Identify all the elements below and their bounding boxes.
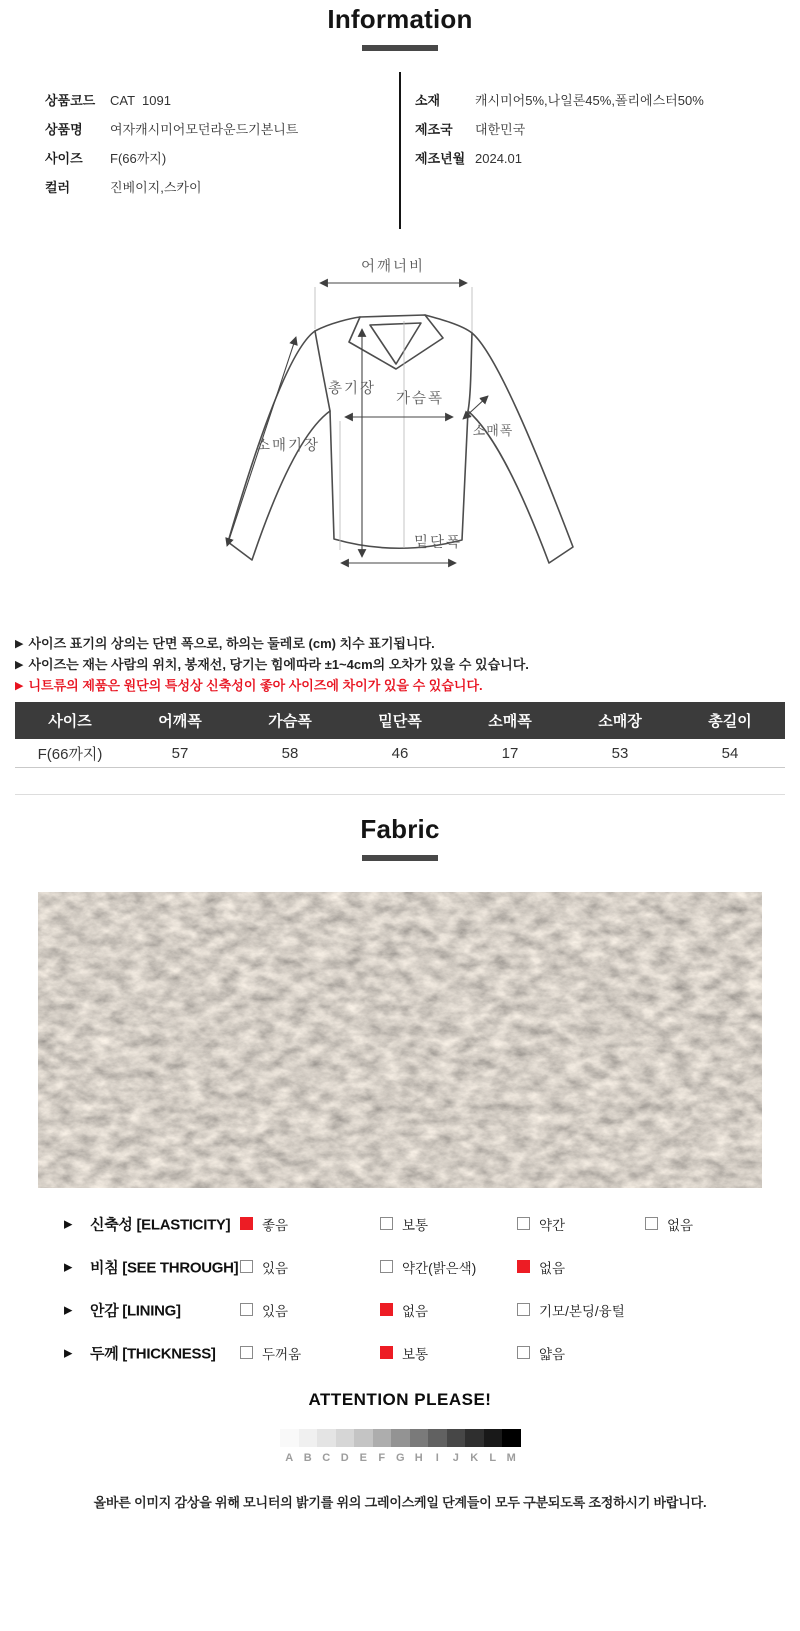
checkbox-icon bbox=[645, 1217, 658, 1230]
attribute-label: 신축성 [ELASTICITY] bbox=[90, 1216, 231, 1233]
size-cell: 57 bbox=[171, 744, 189, 762]
info-row bbox=[45, 173, 385, 202]
size-table-header bbox=[15, 702, 785, 739]
attribute-label: 두께 [THICKNESS] bbox=[90, 1345, 216, 1362]
size-cell: 17 bbox=[501, 744, 519, 762]
attribute-label: 안감 [LINING] bbox=[90, 1302, 181, 1319]
attribute-option: 얇음 bbox=[517, 1343, 565, 1363]
info-label: 사이즈 bbox=[45, 151, 83, 166]
grayscale-swatch bbox=[447, 1429, 466, 1447]
size-notices bbox=[15, 634, 785, 697]
info-row bbox=[415, 144, 785, 173]
attribute-row-lining bbox=[0, 1288, 800, 1331]
checkbox-icon bbox=[380, 1217, 393, 1230]
notice-line: ▶ 사이즈는 재는 사람의 위치, 봉재선, 당기는 힘에따라 ±1~4cm의 오차가 있을 수 있습니다. bbox=[15, 657, 529, 672]
grayscale-swatch bbox=[280, 1429, 299, 1447]
checkbox-icon bbox=[517, 1217, 530, 1230]
bullet-triangle-icon: ▶ bbox=[15, 680, 24, 692]
total-length-label: 총기장 bbox=[327, 381, 377, 397]
bullet-triangle-icon: ▶ bbox=[15, 659, 24, 671]
grayscale-letter-labels: A B C D E F G H I J K L M bbox=[285, 1452, 516, 1464]
section-divider-line bbox=[15, 794, 785, 795]
product-name-value: 여자캐시미어모던라운드기본니트 bbox=[110, 122, 299, 137]
size-value: F(66까지) bbox=[110, 151, 167, 166]
manufacture-date-value: 2024.01 bbox=[475, 151, 522, 166]
information-section-header bbox=[0, 4, 800, 51]
info-label: 상품코드 bbox=[45, 93, 96, 108]
attribute-option: 없음 bbox=[380, 1300, 428, 1320]
checkbox-icon bbox=[380, 1303, 393, 1316]
information-title: Information bbox=[327, 4, 473, 34]
product-info-right bbox=[415, 86, 785, 173]
grayscale-swatch bbox=[354, 1429, 373, 1447]
attribute-option: 기모/본딩/융털 bbox=[517, 1300, 625, 1320]
attribute-option: 약간(밝은색) bbox=[380, 1257, 476, 1277]
bullet-triangle-icon: ▶ bbox=[15, 638, 24, 650]
size-table bbox=[15, 702, 785, 768]
brightness-calibration-note: 올바른 이미지 감상을 위해 모니터의 밝기를 위의 그레이스케일 단계들이 모두 구분되도록 조정하시기 바랍니다. bbox=[93, 1495, 707, 1510]
checkbox-icon bbox=[380, 1346, 393, 1359]
notice-line: ▶ 사이즈 표기의 상의는 단면 폭으로, 하의는 둘레로 (cm) 치수 표기됩니다. bbox=[15, 636, 435, 651]
attribute-option: 두꺼움 bbox=[240, 1343, 301, 1363]
grayscale-swatch bbox=[317, 1429, 336, 1447]
garment-measurement-diagram bbox=[200, 245, 600, 605]
info-label: 제조년월 bbox=[415, 151, 466, 166]
fabric-title: Fabric bbox=[360, 814, 440, 844]
col-header: 사이즈 bbox=[48, 713, 92, 730]
grayscale-swatch bbox=[502, 1429, 521, 1447]
size-cell: 53 bbox=[611, 744, 629, 762]
col-header: 소매폭 bbox=[488, 713, 532, 730]
grayscale-swatch bbox=[299, 1429, 318, 1447]
info-row bbox=[45, 86, 385, 115]
checkbox-icon bbox=[240, 1260, 253, 1273]
bullet-triangle-icon: ▶ bbox=[64, 1261, 73, 1273]
title-underline-bar bbox=[362, 45, 438, 51]
grayscale-swatch bbox=[336, 1429, 355, 1447]
grayscale-swatch bbox=[410, 1429, 429, 1447]
info-label: 상품명 bbox=[45, 122, 83, 137]
info-row bbox=[45, 115, 385, 144]
size-cell: 58 bbox=[281, 744, 299, 762]
col-header: 어깨폭 bbox=[158, 713, 202, 730]
bullet-triangle-icon: ▶ bbox=[64, 1304, 73, 1316]
size-cell: F(66까지) bbox=[37, 745, 103, 763]
size-cell: 46 bbox=[391, 744, 409, 762]
col-header: 가슴폭 bbox=[268, 713, 312, 730]
size-table-row bbox=[15, 739, 785, 768]
attribute-row-see-through bbox=[0, 1245, 800, 1288]
grayscale-swatch bbox=[373, 1429, 392, 1447]
product-info-left bbox=[45, 86, 385, 202]
grayscale-calibration-bar bbox=[280, 1429, 521, 1447]
checkbox-icon bbox=[517, 1346, 530, 1359]
col-header: 밑단폭 bbox=[378, 713, 422, 730]
shoulder-width-label: 어깨너비 bbox=[360, 259, 426, 275]
size-cell: 54 bbox=[721, 744, 739, 762]
attribute-label: 비침 [SEE THROUGH] bbox=[90, 1259, 239, 1276]
material-value: 캐시미어5%,나일론45%,폴리에스터50% bbox=[475, 93, 704, 108]
fabric-attributes bbox=[0, 1202, 800, 1374]
col-header: 총길이 bbox=[708, 713, 752, 730]
info-column-divider bbox=[399, 72, 401, 229]
grayscale-swatch bbox=[428, 1429, 447, 1447]
attribute-option: 없음 bbox=[517, 1257, 565, 1277]
checkbox-icon bbox=[517, 1260, 530, 1273]
attention-title: ATTENTION PLEASE! bbox=[308, 1390, 492, 1409]
bullet-triangle-icon: ▶ bbox=[64, 1347, 73, 1359]
col-header: 소매장 bbox=[598, 713, 642, 730]
attribute-option: 있음 bbox=[240, 1300, 288, 1320]
checkbox-icon bbox=[240, 1217, 253, 1230]
info-label: 컬러 bbox=[45, 180, 71, 195]
fabric-section-header bbox=[0, 814, 800, 861]
sleeve-length-label: 소매기장 bbox=[255, 438, 321, 454]
attribute-option: 보통 bbox=[380, 1214, 428, 1234]
attribute-row-thickness bbox=[0, 1331, 800, 1374]
attribute-option: 있음 bbox=[240, 1257, 288, 1277]
checkbox-icon bbox=[380, 1260, 393, 1273]
grayscale-swatch bbox=[465, 1429, 484, 1447]
grayscale-swatch bbox=[484, 1429, 503, 1447]
product-code-value: CAT 1091 bbox=[110, 93, 171, 108]
title-underline-bar bbox=[362, 855, 438, 861]
bullet-triangle-icon: ▶ bbox=[64, 1218, 73, 1230]
info-label: 소재 bbox=[415, 93, 441, 108]
notice-line-warning: ▶ 니트류의 제품은 원단의 특성상 신축성이 좋아 사이즈에 차이가 있을 수 있습니다. bbox=[15, 678, 483, 693]
info-row bbox=[45, 144, 385, 173]
attribute-option: 없음 bbox=[645, 1214, 693, 1234]
chest-width-label: 가슴폭 bbox=[395, 391, 445, 407]
checkbox-icon bbox=[517, 1303, 530, 1316]
attribute-option: 좋음 bbox=[240, 1214, 288, 1234]
attribute-option: 보통 bbox=[380, 1343, 428, 1363]
origin-value: 대한민국 bbox=[475, 122, 526, 137]
fabric-swatch-image bbox=[38, 892, 762, 1188]
sleeve-width-label: 소매폭 bbox=[472, 423, 514, 438]
grayscale-swatch bbox=[391, 1429, 410, 1447]
info-label: 제조국 bbox=[415, 122, 453, 137]
hem-width-label: 밑단폭 bbox=[413, 535, 463, 551]
checkbox-icon bbox=[240, 1303, 253, 1316]
color-value: 진베이지,스카이 bbox=[110, 180, 202, 195]
info-row bbox=[415, 86, 785, 115]
info-row bbox=[415, 115, 785, 144]
attribute-row-elasticity bbox=[0, 1202, 800, 1245]
attribute-option: 약간 bbox=[517, 1214, 565, 1234]
checkbox-icon bbox=[240, 1346, 253, 1359]
